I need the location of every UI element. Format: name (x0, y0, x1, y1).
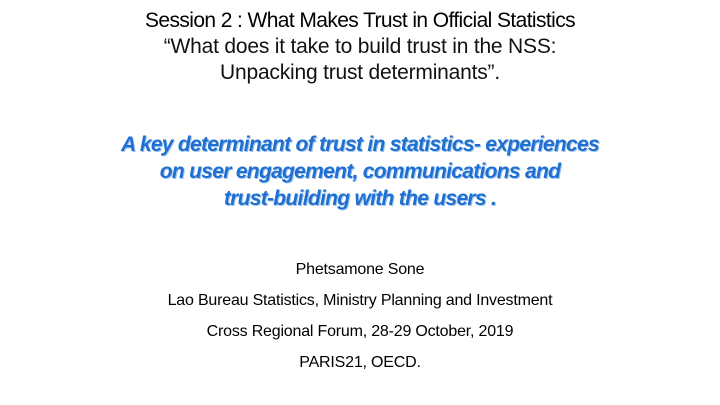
presenter-organization: Lao Bureau Statistics, Ministry Planning and Investment (167, 292, 553, 309)
key-determinant-line-1: A key determinant of trust in statistics- experiences (121, 133, 599, 156)
event-details: Cross Regional Forum, 28-29 October, 2019 (206, 323, 514, 340)
presenter-info (0, 260, 720, 384)
title-block (0, 8, 720, 86)
session-title: Session 2 : What Makes Trust in Official Statistics (144, 9, 575, 32)
subtitle-line-2: Unpacking trust determinants”. (220, 61, 500, 84)
presenter-name: Phetsamone Sone (295, 261, 425, 278)
key-determinant-line-3: trust-building with the users . (223, 187, 497, 210)
key-determinant-line-2: on user engagement, communications and (159, 160, 561, 183)
event-host: PARIS21, OECD. (299, 354, 421, 371)
key-determinant-block (0, 131, 720, 212)
subtitle-line-1: “What does it take to build trust in the NSS: (163, 35, 557, 58)
